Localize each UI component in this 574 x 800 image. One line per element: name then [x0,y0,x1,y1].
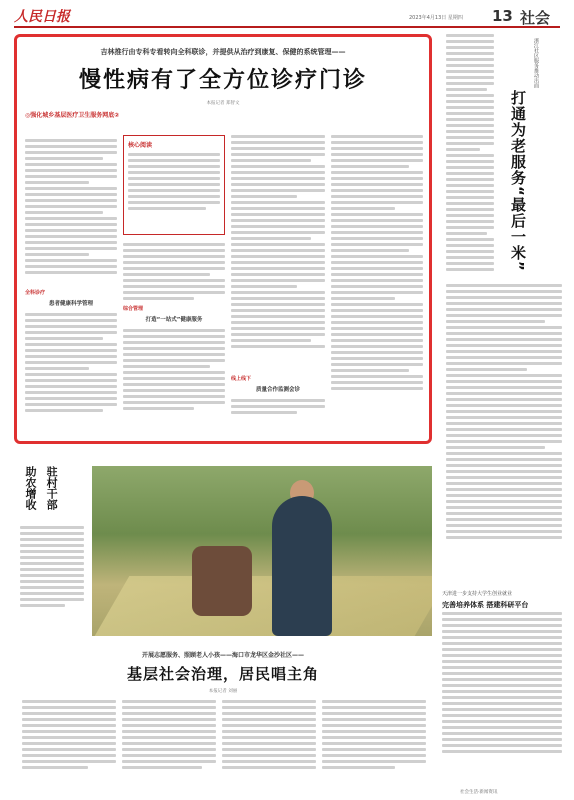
photo-side-labels [22,466,82,526]
bottom-text-4 [322,700,426,772]
bottom-text-3 [222,700,316,772]
text-column-4 [331,135,423,393]
text-column-3 [231,135,325,351]
bottom-text-1 [22,700,116,772]
main-story-headline: 慢性病有了全方位诊疗门诊 [78,68,367,93]
text-column-2 [123,243,225,303]
bottom-story-byline: 本报记者 刘丽 [208,689,238,694]
text-column-1b [25,313,117,415]
right-story-headline: 打通为老服务“最后一米” [509,90,527,272]
section1-tag: 全科诊疗 [25,290,46,296]
bottom-story-headline: 基层社会治理，居民唱主角 [126,665,319,683]
main-story-byline: 本报记者 郑智文 [206,101,240,106]
page-footer: 社会生活·新闻资讯 [460,790,498,795]
bottom-text-2 [122,700,216,772]
section-name: 社会 [520,9,551,27]
main-story-subhead: ◎强化城乡基层医疗卫生服务网底② [25,112,120,119]
right-text-2 [446,284,562,542]
right-text-1 [446,34,494,274]
news-photo[interactable] [92,466,432,636]
photo-caption-text [20,526,84,610]
right-story2-kicker: 天津进一步支持大学生创业就业 [442,591,513,597]
photo-label-1: 助农增收 [24,466,37,510]
photo-person [272,496,332,636]
right-story2-text [442,612,562,756]
section3-title: 质量合作监测会诊 [255,387,300,393]
section2-title: 打造“一站式”健康服务 [145,317,203,323]
core-reading-title: 核心阅读 [128,142,153,149]
text-column-3b [231,399,325,417]
photo-horse [192,546,252,616]
section1-title: 患者健康科学管理 [48,301,93,307]
masthead [14,6,560,28]
bottom-story-kicker: 开展志愿服务、照顾老人小孩——海口市龙华区金沙社区—— [141,652,304,659]
core-reading-box [123,135,225,235]
right-story-kicker: 浙江社区服务推动出面 [533,38,539,88]
photo-path [95,576,432,636]
issue-date: 2023年4月13日 星期四 [409,15,463,21]
right-story-2[interactable] [442,590,562,610]
main-story-highlighted[interactable] [14,34,432,444]
text-column-2b [123,329,225,413]
text-column-1 [25,139,117,277]
page-number: 13 [492,7,513,25]
section3-tag: 线上线下 [231,376,252,382]
bottom-story[interactable] [14,650,432,800]
right-story2-headline: 完善培养体系 搭建科研平台 [442,601,529,609]
newspaper-logo: 人民日报 [14,9,70,25]
main-story-kicker: 吉林推行由专科专看转向全科联诊，并提供从治疗到康复、保健的系统管理—— [100,48,346,56]
photo-label-2: 驻村干部 [45,466,59,510]
section2-tag: 综合管理 [123,306,144,312]
